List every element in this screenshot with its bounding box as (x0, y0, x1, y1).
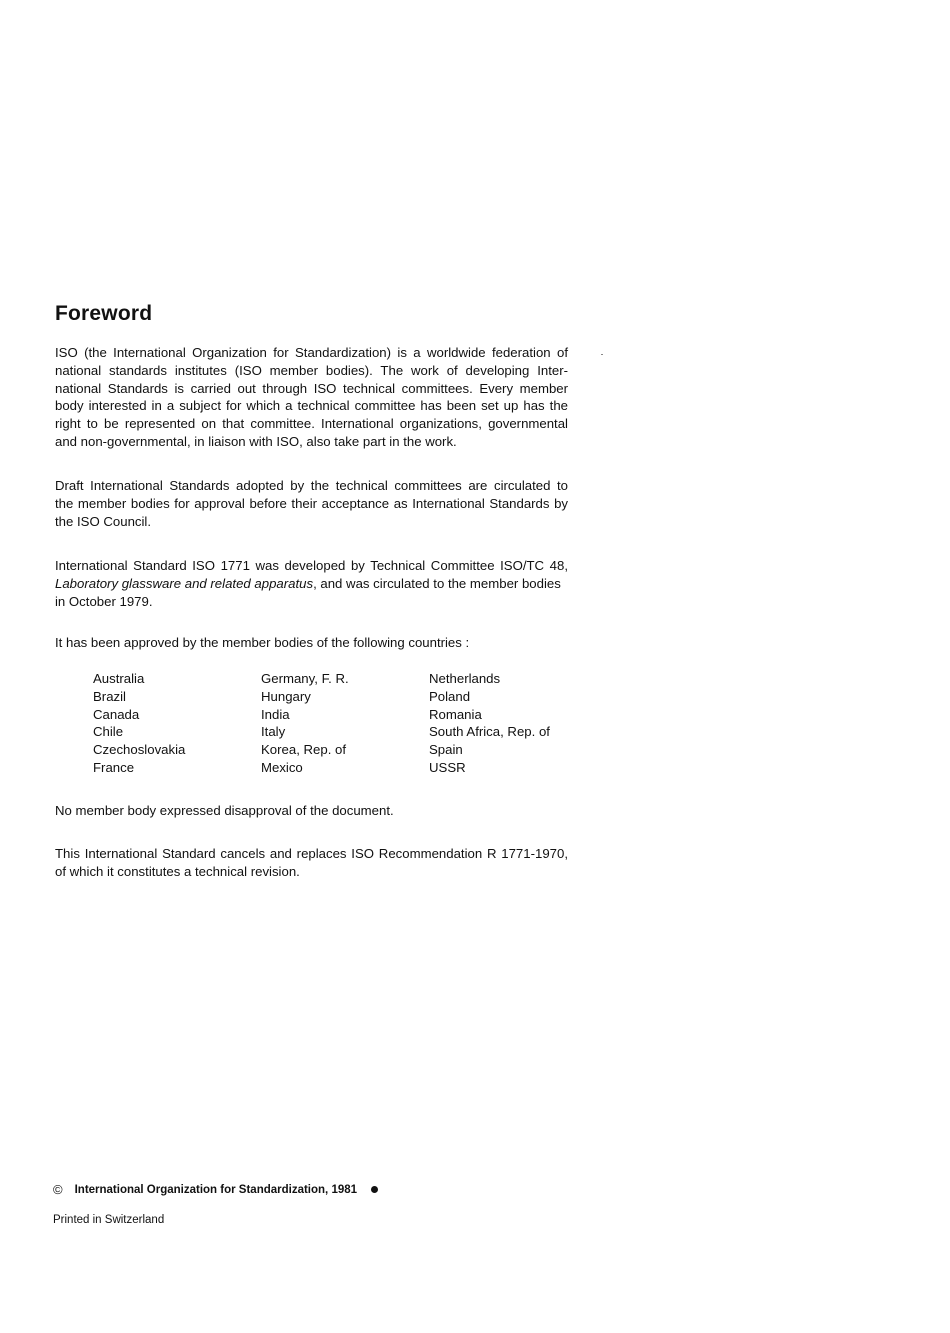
country-item: Brazil (93, 688, 126, 704)
paragraph-line: national Standards is carried out through ISO technical committees. Every member (55, 380, 568, 396)
paragraph-line: body interested in a subject for which a technical committee has been set up has the (55, 398, 568, 414)
foreword-paragraph-1 (55, 344, 568, 451)
paragraph-line: right to be represented on that committee. International organizations, governmental (55, 416, 568, 432)
copyright-notice (53, 1182, 378, 1197)
committee-title: Laboratory glassware and related apparatus (55, 575, 314, 591)
country-item: Korea, Rep. of (261, 742, 347, 758)
foreword-paragraph-5: No member body expressed disapproval of the document. (55, 803, 394, 818)
foreword-paragraph-6 (55, 845, 568, 881)
bullet-dot-icon (371, 1186, 378, 1193)
country-item: Czechoslovakia (93, 742, 186, 758)
foreword-paragraph-4: It has been approved by the member bodies of the following countries : (55, 635, 470, 650)
paragraph-line: of which it constitutes a technical revision. (55, 863, 300, 879)
scan-speck (601, 354, 603, 355)
country-column-1 (93, 670, 185, 777)
country-list (93, 670, 573, 780)
paragraph-line: the ISO Council. (55, 513, 152, 529)
paragraph-line: International Standard ISO 1771 was developed by Technical Committee ISO/TC 48, (55, 558, 568, 573)
paragraph-line-rest: , and was circulated to the member bodies (313, 575, 561, 591)
paragraph-line: the member bodies for approval before their acceptance as International Standards by (55, 495, 568, 511)
paragraph-line: ISO (the International Organization for Standardization) is a worldwide federation of (55, 345, 568, 360)
country-item: USSR (429, 759, 466, 775)
copyright-icon: © (53, 1182, 63, 1197)
page-title: Foreword (55, 302, 153, 325)
country-item: Spain (429, 742, 463, 758)
printed-in-note: Printed in Switzerland (53, 1214, 165, 1226)
country-column-2 (261, 670, 349, 777)
paragraph-line: Draft International Standards adopted by the technical committees are circulated to (55, 478, 568, 493)
paragraph-line: and non-governmental, in liaison with ISO, also take part in the work. (55, 433, 457, 449)
country-item: Mexico (261, 759, 303, 775)
foreword-paragraph-2 (55, 477, 568, 530)
country-item: Netherlands (429, 671, 501, 686)
country-item: Italy (261, 724, 286, 740)
country-item: Chile (93, 724, 124, 740)
paragraph-line: This International Standard cancels and replaces ISO Recommendation R 1771-1970, (55, 846, 568, 861)
country-item: India (261, 706, 290, 722)
country-item: Canada (93, 706, 140, 722)
country-item: Germany, F. R. (261, 671, 349, 686)
paragraph-line: in October 1979. (55, 593, 153, 609)
foreword-paragraph-3 (55, 557, 568, 610)
country-item: Australia (93, 671, 145, 686)
country-item: South Africa, Rep. of (429, 724, 550, 740)
copyright-text: International Organization for Standardization, 1981 (74, 1183, 358, 1196)
country-item: France (93, 759, 135, 775)
paragraph-line (55, 575, 568, 593)
country-column-3 (429, 670, 550, 777)
country-item: Romania (429, 706, 482, 722)
paragraph-line: national standards institutes (ISO member bodies). The work of developing Inter- (55, 362, 568, 378)
country-item: Poland (429, 688, 471, 704)
country-item: Hungary (261, 688, 311, 704)
